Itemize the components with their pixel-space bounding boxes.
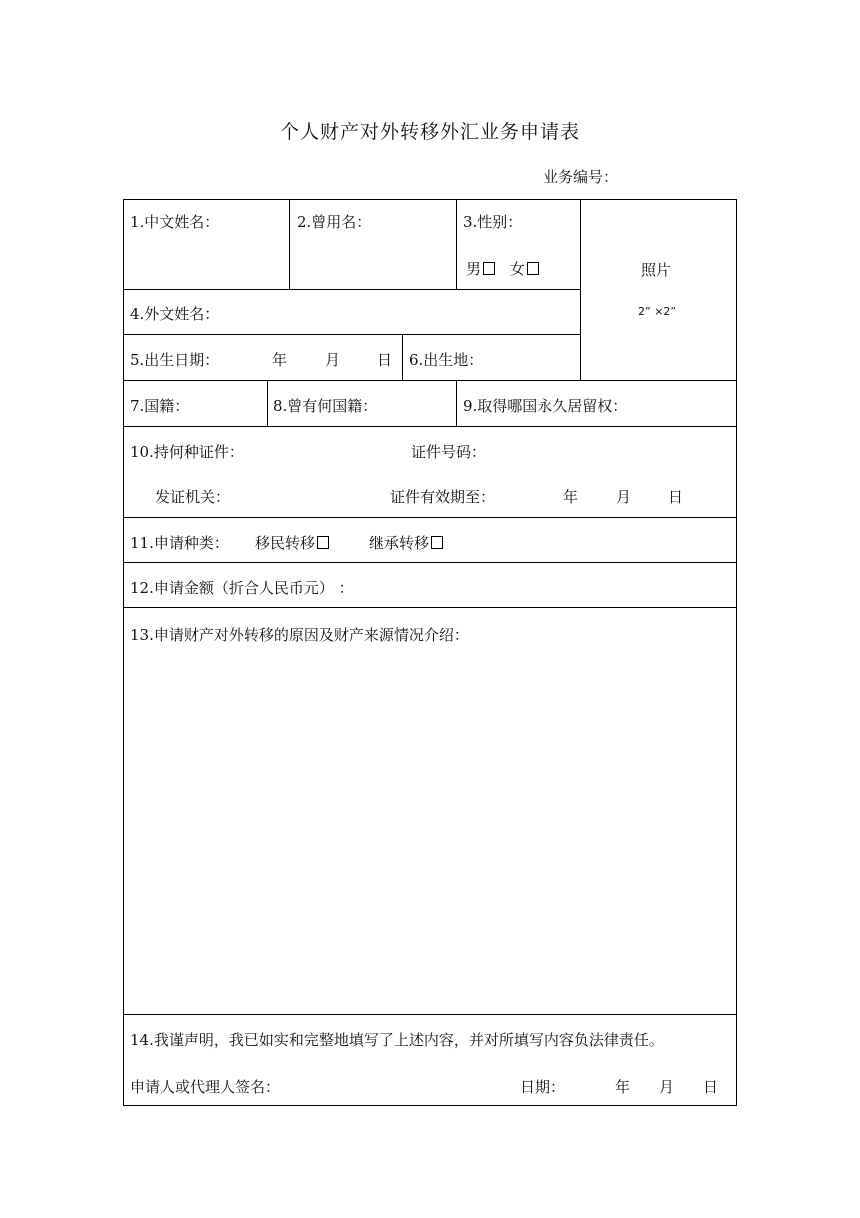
document-type-label: 10.持何种证件： [130, 443, 244, 461]
application-type-label: 11.申请种类： [130, 534, 229, 552]
immigration-transfer-label: 移民转移 [255, 534, 316, 552]
photo-size-label: 2” ×2” [638, 305, 677, 318]
valid-year-label: 年 [563, 488, 579, 506]
immigration-transfer-checkbox[interactable] [317, 536, 329, 549]
declaration-text: 14.我谨声明，我已如实和完整地填写了上述内容，并对所填写内容负法律责任。 [130, 1031, 664, 1049]
valid-until-label: 证件有效期至： [390, 488, 496, 506]
inheritance-transfer-label: 继承转移 [369, 534, 430, 552]
valid-day-label: 日 [668, 488, 684, 506]
sign-year-label: 年 [615, 1078, 631, 1096]
sign-month-label: 月 [659, 1078, 675, 1096]
chinese-name-label: 1.中文姓名： [130, 213, 220, 231]
issuing-authority-label: 发证机关： [155, 488, 231, 506]
foreign-name-label: 4.外文姓名： [130, 305, 220, 323]
document-number-label: 证件号码： [411, 443, 487, 461]
signature-label: 申请人或代理人签名： [130, 1078, 281, 1096]
birth-month-label: 月 [325, 351, 341, 369]
former-name-label: 2.曾用名： [297, 213, 372, 231]
inheritance-transfer-checkbox[interactable] [431, 536, 443, 549]
male-label: 男 [466, 260, 482, 278]
inheritance-transfer-option [369, 532, 443, 553]
birth-year-label: 年 [272, 351, 288, 369]
business-number-label: 业务编号： [543, 168, 619, 186]
birth-place-label: 6.出生地： [409, 351, 484, 369]
female-checkbox[interactable] [527, 262, 539, 275]
female-label: 女 [509, 260, 525, 278]
reason-label: 13.申请财产对外转移的原因及财产来源情况介绍： [130, 626, 469, 644]
male-checkbox[interactable] [483, 262, 495, 275]
date-label: 日期： [520, 1078, 566, 1096]
gender-options [466, 258, 539, 279]
birth-date-label: 5.出生日期： [130, 351, 220, 369]
nationality-label: 7.国籍： [130, 397, 190, 415]
immigration-transfer-option [255, 532, 329, 553]
birth-day-label: 日 [377, 351, 393, 369]
sign-day-label: 日 [703, 1078, 719, 1096]
amount-label: 12.申请金额（折合人民币元） ： [130, 579, 354, 597]
valid-month-label: 月 [616, 488, 632, 506]
page-title: 个人财产对外转移外汇业务申请表 [279, 121, 580, 143]
photo-label: 照片 [641, 261, 672, 279]
gender-label: 3.性别： [463, 213, 523, 231]
permanent-residence-label: 9.取得哪国永久居留权： [463, 397, 628, 415]
former-nationality-label: 8.曾有何国籍： [273, 397, 378, 415]
